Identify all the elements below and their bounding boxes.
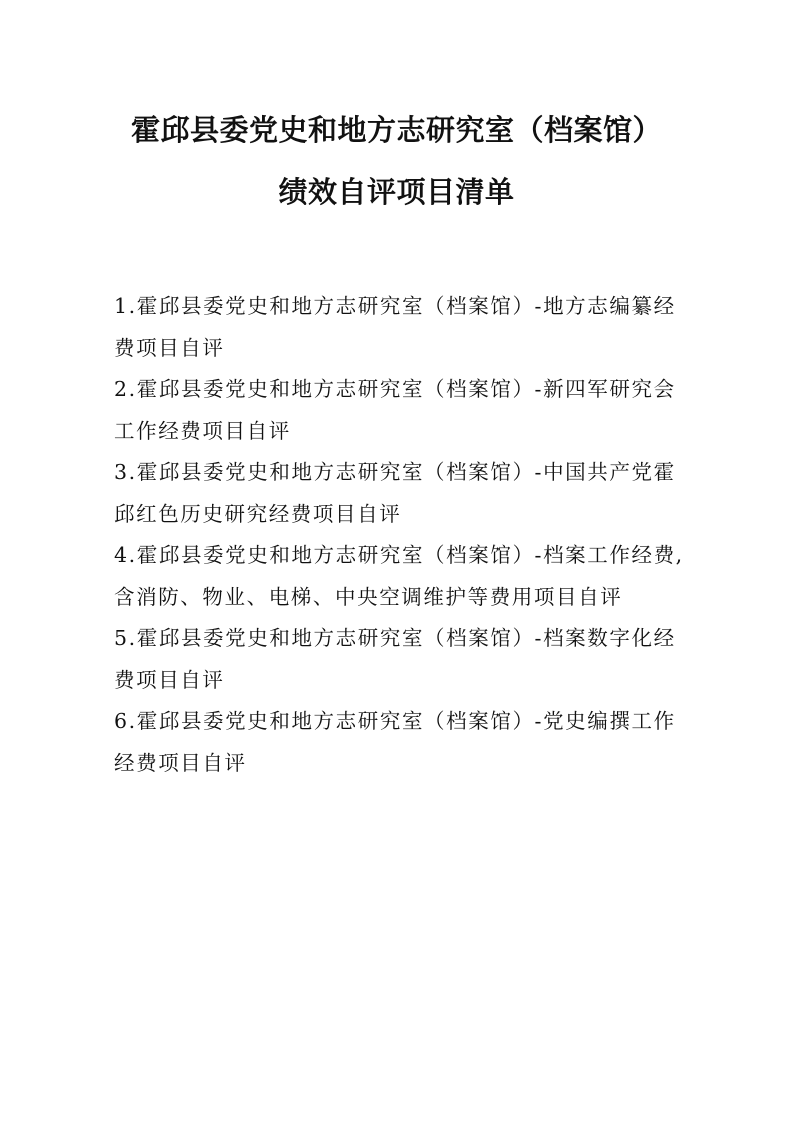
project-list	[114, 286, 684, 784]
project-item-2-line-2: 工作经费项目自评	[114, 418, 291, 443]
project-item-6-line-2: 经费项目自评	[114, 750, 247, 775]
document-title-line-1: 霍邱县委党史和地方志研究室（档案馆）	[130, 113, 662, 147]
project-item-3-line-1: 3.霍邱县委党史和地方志研究室（档案馆）-中国共产党霍	[114, 460, 676, 484]
project-item-4-line-2: 含消防、物业、电梯、中央空调维护等费用项目自评	[114, 584, 623, 609]
project-item-4-line-1: 4.霍邱县委党史和地方志研究室（档案馆）-档案工作经费,	[114, 543, 684, 567]
project-item-5	[114, 618, 684, 701]
project-item-2	[114, 369, 684, 452]
project-item-5-line-2: 费项目自评	[114, 667, 225, 692]
project-item-2-line-1: 2.霍邱县委党史和地方志研究室（档案馆）-新四军研究会	[114, 377, 676, 401]
project-item-3-line-2: 邱红色历史研究经费项目自评	[114, 501, 402, 526]
project-item-1-line-2: 费项目自评	[114, 335, 225, 360]
project-item-1	[114, 286, 684, 369]
project-item-3	[114, 452, 684, 535]
document-title-line-2: 绩效自评项目清单	[278, 175, 515, 209]
project-item-4	[114, 535, 684, 618]
project-item-5-line-1: 5.霍邱县委党史和地方志研究室（档案馆）-档案数字化经	[114, 626, 676, 650]
project-item-6	[114, 701, 684, 784]
project-item-1-line-1: 1.霍邱县委党史和地方志研究室（档案馆）-地方志编纂经	[114, 294, 676, 318]
project-item-6-line-1: 6.霍邱县委党史和地方志研究室（档案馆）-党史编撰工作	[114, 709, 676, 733]
